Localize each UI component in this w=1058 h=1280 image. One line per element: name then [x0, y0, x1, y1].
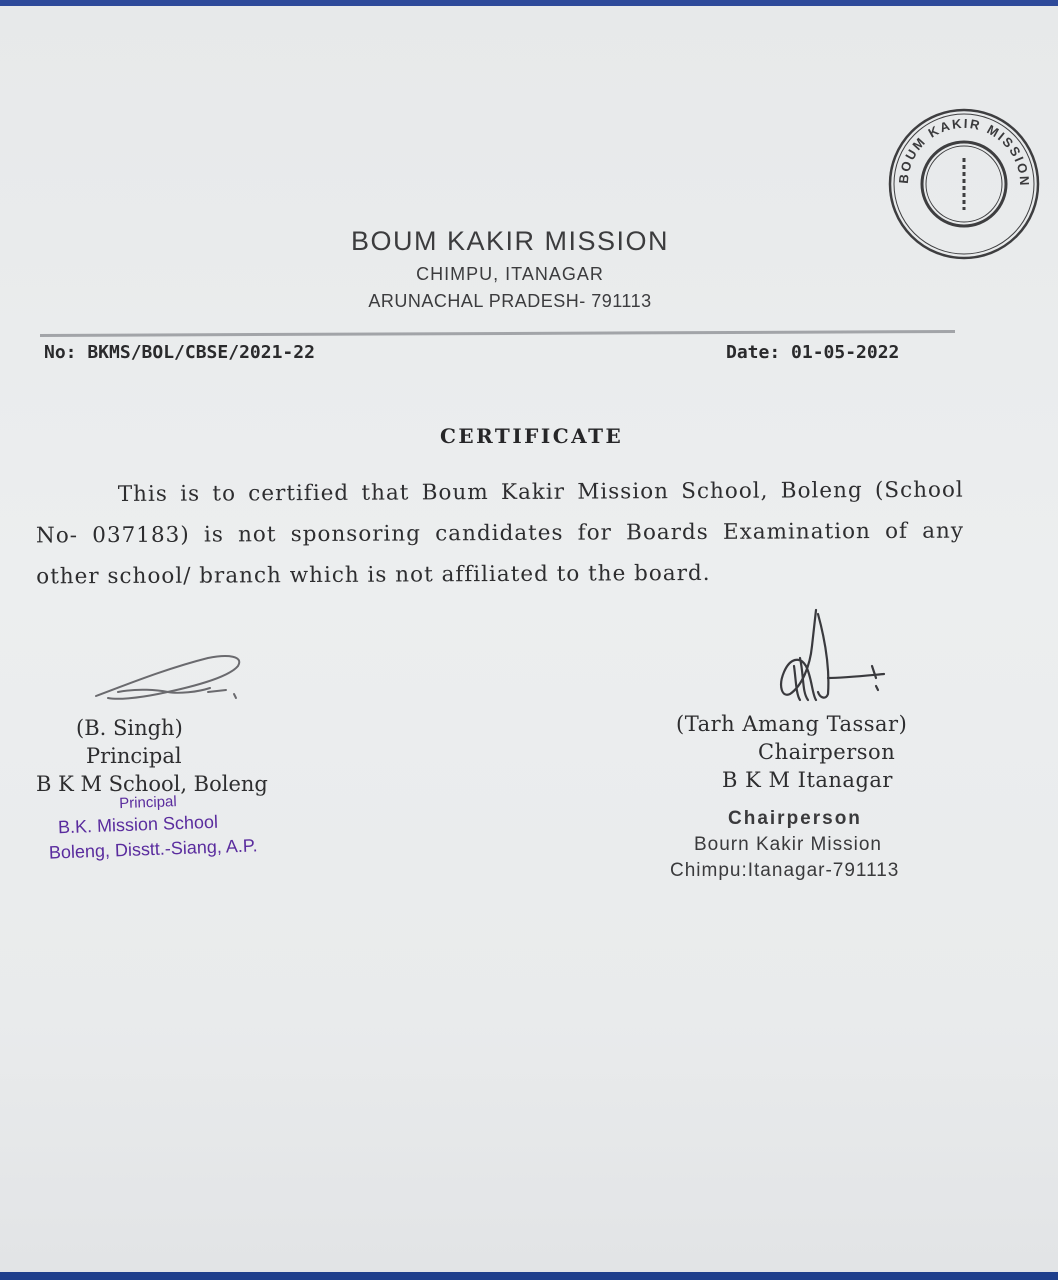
mission-seal	[880, 106, 1046, 266]
bottom-edge	[0, 1272, 1058, 1280]
principal-signature	[88, 648, 248, 712]
certificate-body: This is to certified that Boum Kakir Mission School, Boleng (School No- 037183) is not sponsoring candidates for Boards Examination of any other school/ branch which is not affiliated to the board.	[35, 477, 965, 590]
principal-stamp-school: B.K. Mission School	[57, 811, 219, 838]
chairperson-stamp-place: Chimpu:Itanagar-791113	[670, 860, 900, 881]
address-line-2: ARUNACHAL PRADESH- 791113	[368, 291, 652, 311]
chairperson-org: B K M Itanagar	[722, 768, 893, 792]
chairperson-stamp-title: Chairperson	[728, 808, 862, 829]
reference-date: Date: 01-05-2022	[726, 342, 900, 363]
principal-school: B K M School, Boleng	[36, 772, 268, 796]
certificate-title: CERTIFICATE	[440, 424, 624, 448]
reference-number: No: BKMS/BOL/CBSE/2021-22	[44, 342, 315, 363]
principal-role: Principal	[86, 744, 182, 768]
principal-stamp-role: Principal	[118, 793, 177, 813]
principal-name: (B. Singh)	[76, 716, 183, 740]
organization-name: BOUM KAKIR MISSION	[350, 226, 670, 256]
chairperson-block	[676, 710, 907, 794]
seal-text: BOUM KAKIR MISSION	[895, 115, 1033, 188]
address-line-1: CHIMPU, ITANAGAR	[416, 264, 604, 284]
chairperson-stamp-org: Bourn Kakir Mission	[694, 834, 882, 855]
principal-stamp	[47, 786, 258, 865]
principal-stamp-place: Boleng, Disstt.-Siang, A.P.	[48, 835, 258, 863]
certificate-page	[0, 6, 1058, 1272]
chairperson-name: (Tarh Amang Tassar)	[676, 712, 908, 736]
principal-block	[36, 714, 268, 798]
chairperson-signature	[772, 606, 896, 706]
chairperson-stamp	[670, 806, 899, 884]
chairperson-role: Chairperson	[758, 740, 896, 764]
header-rule	[40, 330, 955, 337]
